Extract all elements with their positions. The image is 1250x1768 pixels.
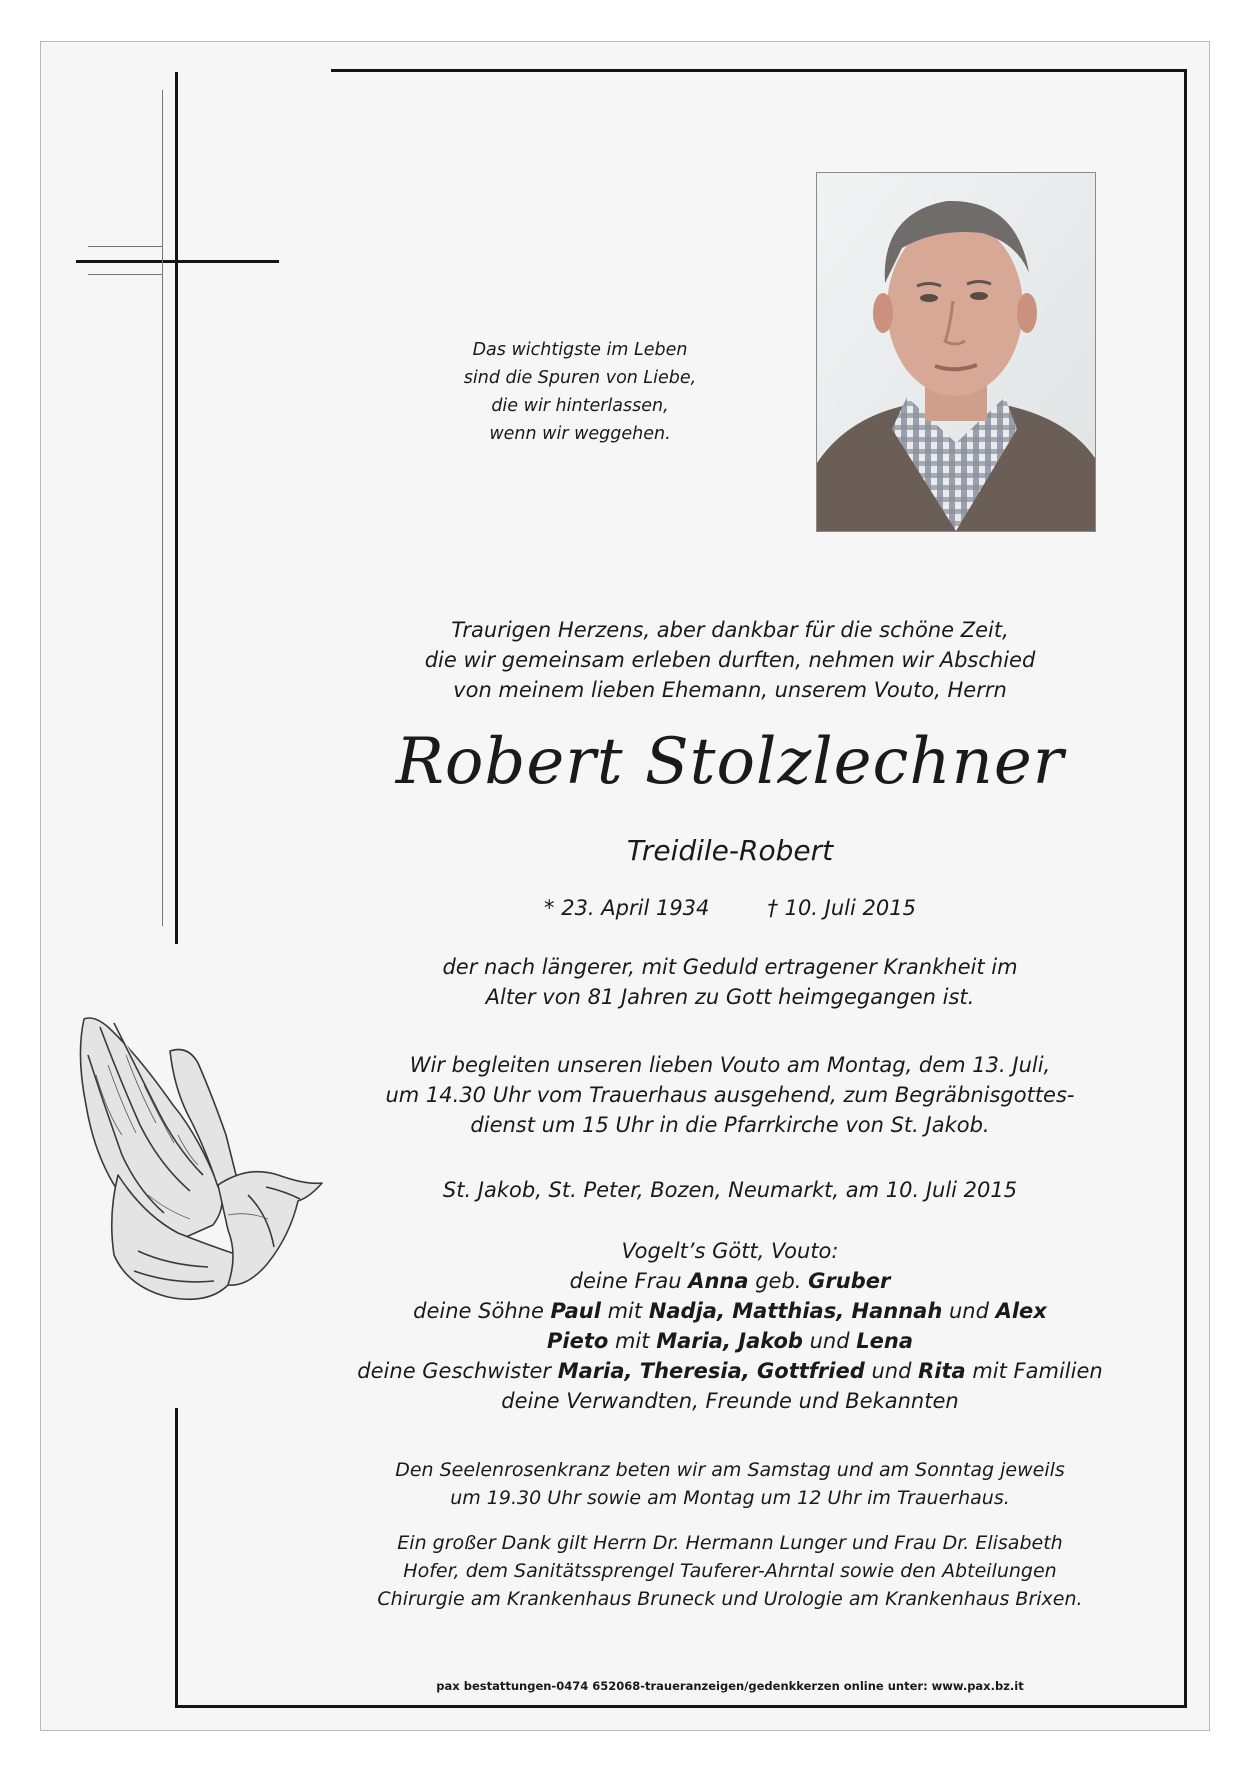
birth-date: * 23. April 1934	[544, 896, 710, 920]
intro-line: Traurigen Herzens, aber dankbar für die schöne Zeit,	[451, 618, 1009, 642]
motto-line: die wir hinterlassen,	[491, 396, 669, 416]
intro-text	[330, 615, 1130, 705]
motto-quote	[380, 336, 780, 448]
praying-hands-icon	[78, 1015, 324, 1307]
family-line-siblings: deine Geschwister Maria, Theresia, Gottfried und Rita mit Familien	[357, 1359, 1103, 1383]
family-greeting: Vogelt’s Gött, Vouto:	[621, 1239, 839, 1263]
rosary-line: um 19.30 Uhr sowie am Montag um 12 Uhr im Trauerhaus.	[450, 1487, 1010, 1509]
frame-bottom-line	[175, 1705, 1187, 1708]
thanks-text	[330, 1529, 1130, 1613]
place-date-line: St. Jakob, St. Peter, Bozen, Neumarkt, am 10. Juli 2015	[442, 1178, 1018, 1202]
passing-text	[330, 952, 1130, 1012]
intro-line: von meinem lieben Ehemann, unserem Vouto, Herrn	[453, 678, 1007, 702]
family-line-pieto: Pieto mit Maria, Jakob und Lena	[546, 1329, 913, 1353]
portrait-image	[817, 173, 1095, 531]
portrait-photo	[816, 172, 1096, 532]
funeral-line: Wir begleiten unseren lieben Vouto am Montag, dem 13. Juli,	[409, 1053, 1051, 1077]
place-date	[330, 1175, 1130, 1205]
thanks-line: Chirurgie am Krankenhaus Bruneck und Urologie am Krankenhaus Brixen.	[377, 1588, 1083, 1610]
passing-line: der nach längerer, mit Geduld ertragener Krankheit im	[442, 955, 1018, 979]
deceased-name: Robert Stolzlechner	[395, 725, 1065, 799]
funeral-line: um 14.30 Uhr vom Trauerhaus ausgehend, zum Begräbnisgottes-	[385, 1083, 1075, 1107]
intro-line: die wir gemeinsam erleben durften, nehmen wir Abschied	[424, 648, 1036, 672]
motto-line: wenn wir weggehen.	[489, 424, 671, 444]
family-line-sons: deine Söhne Paul mit Nadja, Matthias, Hannah und Alex	[413, 1299, 1047, 1323]
frame-right-line	[1184, 69, 1187, 1708]
funeral-text	[330, 1050, 1130, 1140]
funeral-line: dienst um 15 Uhr in die Pfarrkirche von St. Jakob.	[470, 1113, 990, 1137]
nickname: Treidile-Robert	[626, 834, 834, 867]
family-list	[330, 1236, 1130, 1416]
passing-line: Alter von 81 Jahren zu Gott heimgegangen ist.	[485, 985, 975, 1009]
frame-top-line	[331, 69, 1187, 72]
rosary-text	[330, 1456, 1130, 1512]
life-dates	[330, 893, 1130, 923]
thanks-line: Hofer, dem Sanitätssprengel Tauferer-Ahrntal sowie den Abteilungen	[403, 1560, 1057, 1582]
death-date: † 10. Juli 2015	[767, 896, 916, 920]
footer-contact: pax bestattungen-0474 652068-traueranzeigen/gedenkkerzen online unter: www.pax.bz.it	[436, 1679, 1024, 1693]
rosary-line: Den Seelenrosenkranz beten wir am Samstag und am Sonntag jeweils	[395, 1459, 1065, 1481]
motto-line: Das wichtigste im Leben	[472, 340, 688, 360]
family-line-relatives: deine Verwandten, Freunde und Bekannten	[501, 1389, 959, 1413]
frame-left-lower-line	[175, 1408, 178, 1708]
family-line-wife: deine Frau Anna geb. Gruber	[569, 1269, 891, 1293]
thanks-line: Ein großer Dank gilt Herrn Dr. Hermann Lunger und Frau Dr. Elisabeth	[397, 1532, 1063, 1554]
motto-line: sind die Spuren von Liebe,	[463, 368, 697, 388]
